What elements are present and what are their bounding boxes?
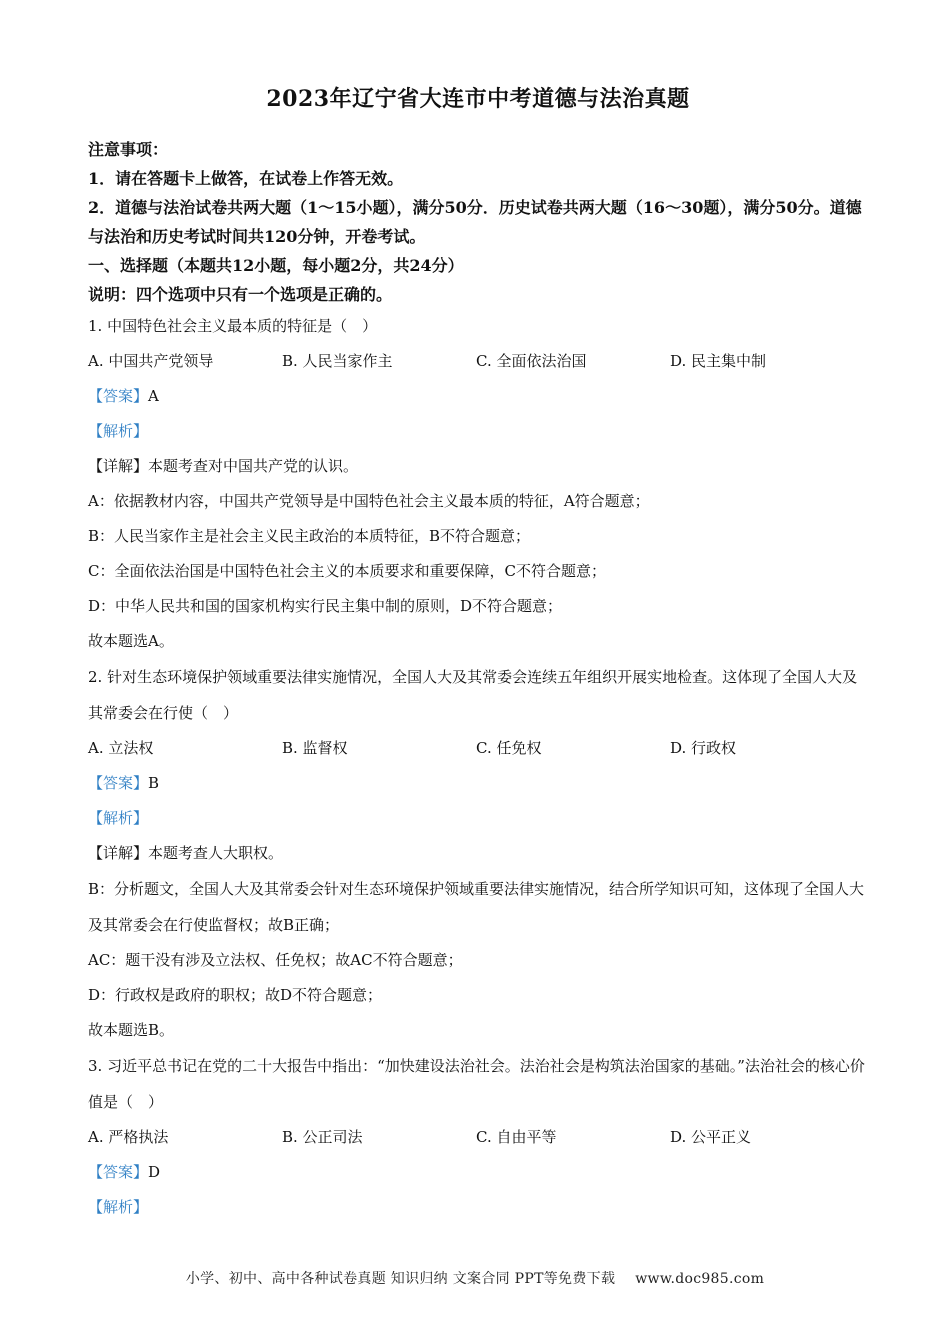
footer-url[interactable]: www.doc985.com (635, 1271, 765, 1287)
footer-text: 小学、初中、高中各种试卷真题 知识归纳 文案合同 PPT等免费下载 (185, 1271, 616, 1287)
question-3-options (88, 1120, 868, 1155)
question-1-options (88, 344, 868, 379)
question-2-option-a: A. 立法权 (88, 739, 154, 757)
question-3-option-c: C. 自由平等 (476, 1128, 557, 1146)
analysis-label: 【解析】 (88, 1198, 149, 1216)
question-1-option-a: A. 中国共产党领导 (88, 352, 214, 370)
analysis-label: 【解析】 (88, 422, 149, 440)
question-2-stem: 2. 针对生态环境保护领域重要法律实施情况，全国人大及其常委会连续五年组织开展实地检查。这体现了全国人大及其常委会在行使（ ） (88, 668, 858, 722)
question-1-detail (88, 449, 868, 484)
detail-text: 本题考查人大职权。 (148, 844, 284, 862)
question-2-explain-d: D：行政权是政府的职权；故D不符合题意； (88, 986, 383, 1004)
notice-item-2: 2．道德与法治试卷共两大题（1～15小题），满分50分．历史试卷共两大题（16～30题），满分50分。道德与法治和历史考试时间共120分钟，开卷考试。 (88, 198, 862, 246)
answer-value: A (148, 387, 159, 405)
answer-value: B (148, 774, 160, 792)
question-3-stem: 3. 习近平总书记在党的二十大报告中指出：“加快建设法治社会。法治社会是构筑法治国家的基础。”法治社会的核心价值是（ ） (88, 1057, 865, 1111)
question-2-option-b: B. 监督权 (282, 739, 348, 757)
section-explain: 说明：四个选项中只有一个选项是正确的。 (88, 285, 393, 304)
notice-heading: 注意事项： (88, 140, 169, 159)
question-1-conclusion: 故本题选A。 (88, 632, 174, 650)
question-3-answer (88, 1155, 868, 1190)
question-1-option-b: B. 人民当家作主 (282, 352, 393, 370)
question-3-option-b: B. 公正司法 (282, 1128, 363, 1146)
question-2-explain-b: B：分析题文，全国人大及其常委会针对生态环境保护领域重要法律实施情况，结合所学知识可知，这体现了全国人大及其常委会在行使监督权；故B正确； (88, 880, 865, 934)
question-2-explain-ac: AC：题干没有涉及立法权、任免权；故AC不符合题意； (88, 951, 463, 969)
question-2-conclusion: 故本题选B。 (88, 1021, 175, 1039)
answer-label: 【答案】 (88, 1163, 149, 1181)
question-3-option-a: A. 严格执法 (88, 1128, 169, 1146)
question-1-answer (88, 379, 868, 414)
question-1-explain-b: B：人民当家作主是社会主义民主政治的本质特征，B不符合题意； (88, 527, 531, 545)
section-heading: 一、选择题（本题共12小题，每小题2分，共24分） (88, 256, 464, 275)
document-body (88, 82, 868, 1225)
question-2-analysis (88, 801, 868, 836)
question-1-explain-a: A：依据教材内容，中国共产党领导是中国特色社会主义最本质的特征，A符合题意； (88, 492, 650, 510)
answer-label: 【答案】 (88, 774, 149, 792)
question-1-option-c: C. 全面依法治国 (476, 352, 587, 370)
analysis-label: 【解析】 (88, 809, 149, 827)
question-1-analysis (88, 414, 868, 449)
question-1-explain-d: D：中华人民共和国的国家机构实行民主集中制的原则，D不符合题意； (88, 597, 563, 615)
question-1-option-d: D. 民主集中制 (670, 352, 767, 370)
answer-label: 【答案】 (88, 387, 149, 405)
page-title: 2023年辽宁省大连市中考道德与法治真题 (266, 86, 690, 112)
question-2-options (88, 731, 868, 766)
detail-text: 本题考查对中国共产党的认识。 (148, 457, 359, 475)
question-3-analysis (88, 1190, 868, 1225)
answer-value: D (148, 1163, 161, 1181)
page-footer (0, 1268, 950, 1288)
question-2-answer (88, 766, 868, 801)
question-2-option-c: C. 任免权 (476, 739, 542, 757)
question-3-option-d: D. 公平正义 (670, 1128, 752, 1146)
question-2-detail (88, 836, 868, 871)
question-1-explain-c: C：全面依法治国是中国特色社会主义的本质要求和重要保障，C不符合题意； (88, 562, 606, 580)
question-1-stem: 1. 中国特色社会主义最本质的特征是（ ） (88, 317, 378, 335)
question-2-option-d: D. 行政权 (670, 739, 737, 757)
notice-item-1: 1．请在答题卡上做答，在试卷上作答无效。 (88, 169, 404, 188)
detail-label: 【详解】 (88, 844, 149, 862)
detail-label: 【详解】 (88, 457, 149, 475)
